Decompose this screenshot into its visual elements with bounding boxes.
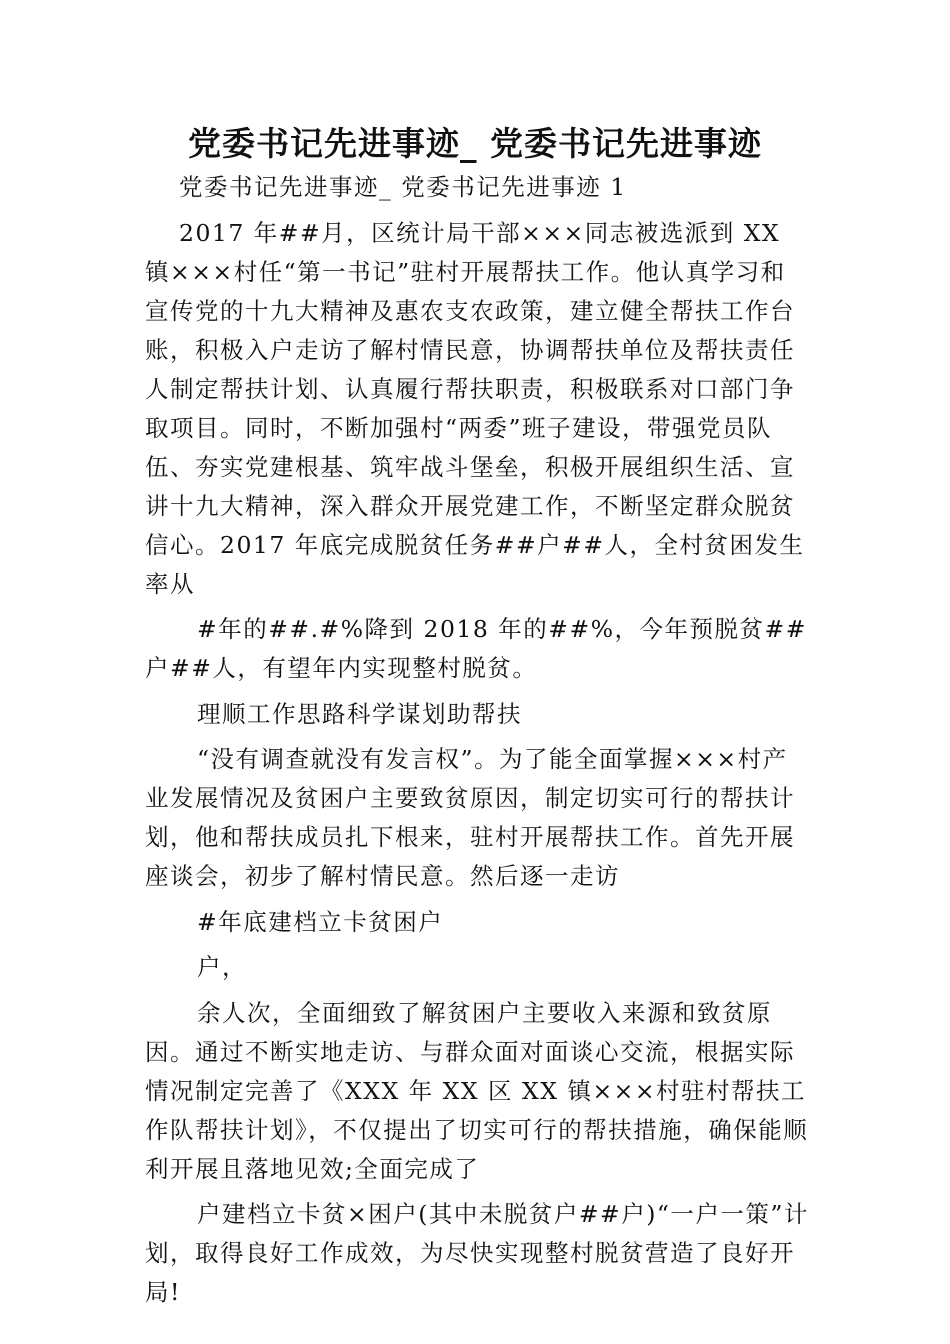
body-paragraph: 余人次，全面细致了解贫困户主要收入来源和致贫原因。通过不断实地走访、与群众面对面谈心交流，根据实际情况制定完善了《XXX 年 XX 区 XX 镇×××村驻村帮扶工作队帮扶计划》，不仅提出了切实可行的帮扶措施，确保能顺利开展且落地见效;全面完成了 <box>145 998 809 1183</box>
body-paragraph: #年底建档立卡贫困户 <box>197 907 444 936</box>
document-title: 党委书记先进事迹_ 党委书记先进事迹 <box>188 124 762 163</box>
body-paragraph: 户， <box>197 953 247 981</box>
body-paragraph: “没有调查就没有发言权”。为了能全面掌握×××村产业发展情况及贫困户主要致贫原因，制定切实可行的帮扶计划，他和帮扶成员扎下根来，驻村开展帮扶工作。首先开展座谈会，初步了解村情民意。然后逐一走访 <box>145 745 795 890</box>
subtitle-paragraph: 党委书记先进事迹_ 党委书记先进事迹 1 <box>179 173 627 201</box>
body-paragraph: 户建档立卡贫×困户(其中未脱贫户##户)“一户一策”计划，取得良好工作成效，为尽快实现整村脱贫营造了良好开局! <box>145 1200 809 1306</box>
body-paragraph: 2017 年##月，区统计局干部×××同志被选派到 XX 镇×××村任“第一书记”驻村开展帮扶工作。他认真学习和宣传党的十九大精神及惠农支农政策，建立健全帮扶工作台账，积极入户走访了解村情民意，协调帮扶单位及帮扶责任人制定帮扶计划、认真履行帮扶职责，积极联系对口部门争取项目。同时，不断加强村“两委”班子建设，带强党员队伍、夯实党建根基、筑牢战斗堡垒，积极开展组织生活、宣讲十九大精神，深入群众开展党建工作，不断坚定群众脱贫信心。2017 年底完成脱贫任务##户##人，全村贫困发生率从 <box>145 218 805 598</box>
document-body <box>145 168 810 1319</box>
body-paragraph: #年的##.#%降到 2018 年的##%，今年预脱贫##户##人，有望年内实现整村脱贫。 <box>145 615 807 682</box>
section-heading: 理顺工作思路科学谋划助帮扶 <box>197 699 522 728</box>
